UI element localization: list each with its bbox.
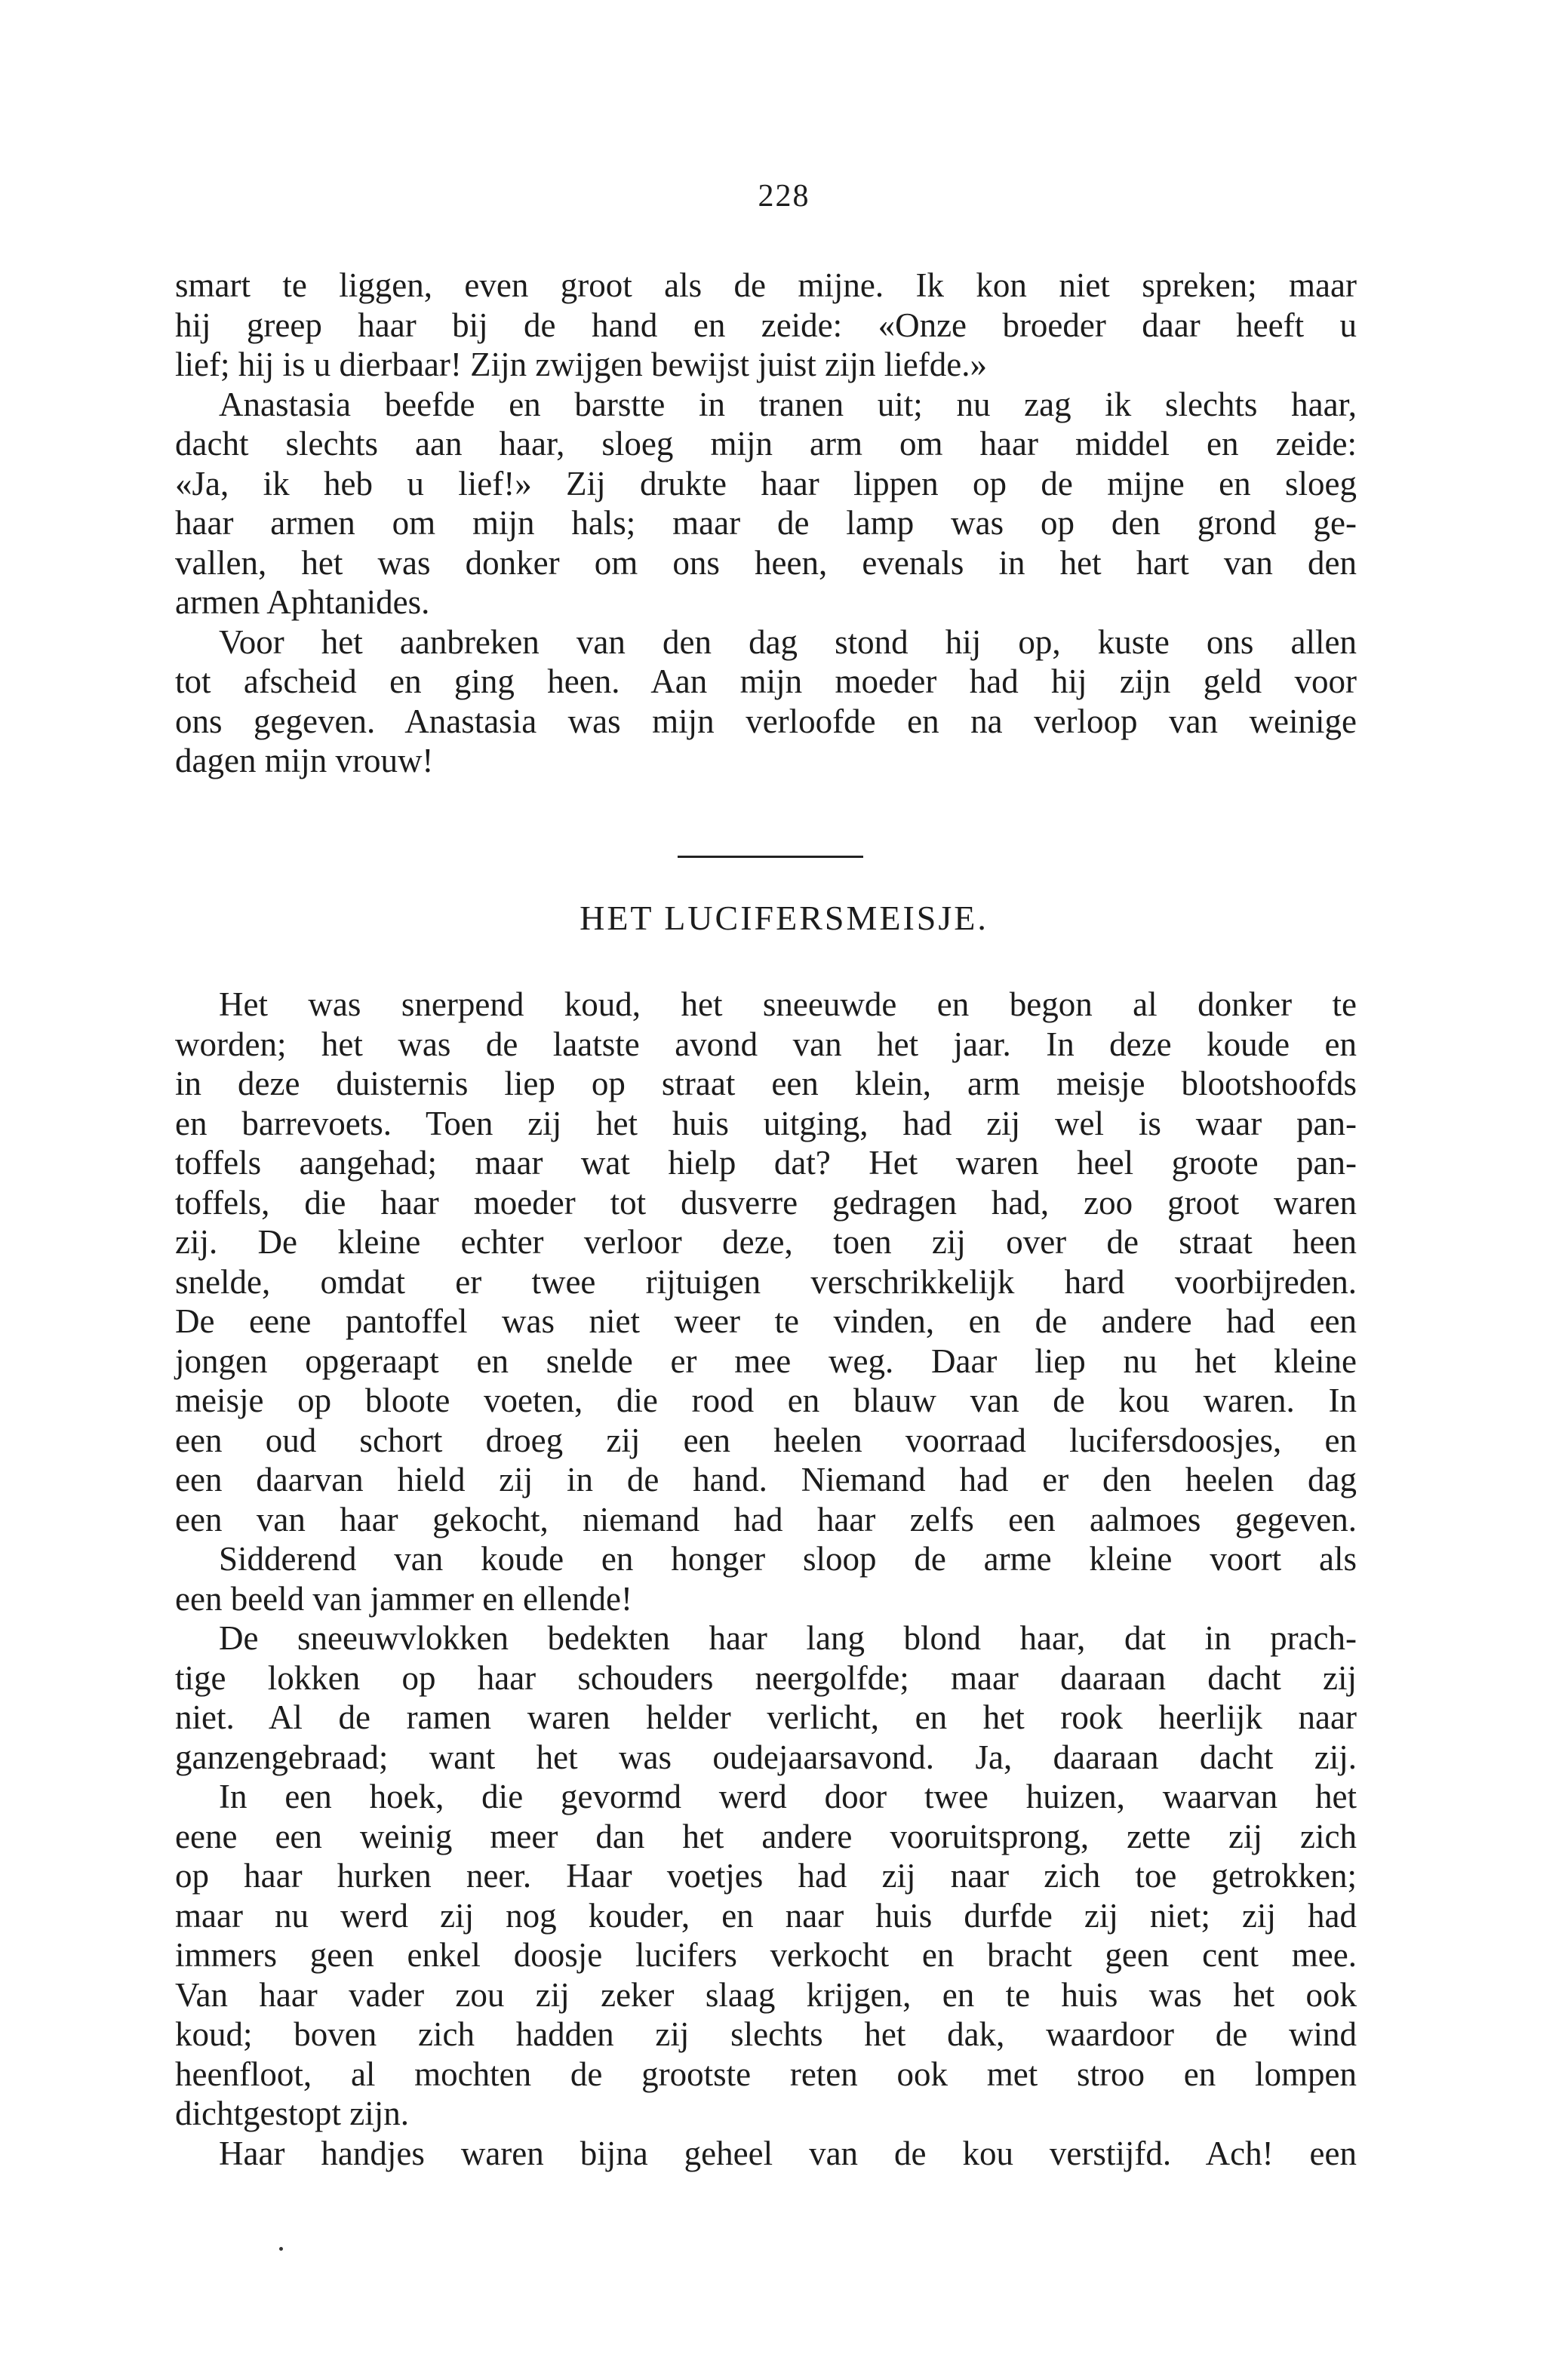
text-line: een beeld van jammer en ellende! xyxy=(175,1579,632,1618)
text-line: worden; het was de laatste avond van het jaar. In deze koude en xyxy=(175,1025,1357,1063)
text-line: toffels aangehad; maar wat hielp dat? Het waren heel groote pan- xyxy=(175,1144,1357,1182)
text-line: dagen mijn vrouw! xyxy=(175,742,434,779)
text-line: tige lokken op haar schouders neergolfde; maar daaraan dacht zij xyxy=(175,1658,1357,1697)
text-line: meisje op bloote voeten, die rood en blauw van de kou waren. In xyxy=(175,1382,1357,1419)
previous-story-ending xyxy=(175,266,1357,781)
text-line: dacht slechts aan haar, sloeg mijn arm om haar middel en zeide: xyxy=(175,425,1357,463)
text-line: Haar handjes waren bijna geheel van de kou verstijfd. Ach! een xyxy=(219,2134,1357,2172)
text-line: maar nu werd zij nog kouder, en naar huis durfde zij niet; zij had xyxy=(175,1896,1357,1935)
text-line: haar armen om mijn hals; maar de lamp was op den grond ge- xyxy=(175,504,1357,542)
text-line: op haar hurken neer. Haar voetjes had zij naar zich toe getrokken; xyxy=(175,1857,1357,1895)
section-divider xyxy=(678,856,863,858)
text-line: zij. De kleine echter verloor deze, toen zij over de straat heen xyxy=(175,1223,1357,1261)
text-line: tot afscheid en ging heen. Aan mijn moeder had hij zijn geld voor xyxy=(175,662,1357,700)
text-line: hij greep haar bij de hand en zeide: «Onze broeder daar heeft u xyxy=(175,306,1357,344)
text-line: een oud schort droeg zij een heelen voorraad lucifersdoosjes, en xyxy=(175,1421,1357,1459)
text-line: De eene pantoffel was niet weer te vinden, en de andere had een xyxy=(175,1302,1357,1340)
text-line: armen Aphtanides. xyxy=(175,583,430,621)
text-line: ganzengebraad; want het was oudejaarsavond. Ja, daaraan dacht zij. xyxy=(175,1738,1357,1776)
text-line: jongen opgeraapt en snelde er mee weg. Daar liep nu het kleine xyxy=(175,1342,1357,1380)
text-line: en barrevoets. Toen zij het huis uitging, had zij wel is waar pan- xyxy=(175,1104,1357,1142)
story-body xyxy=(175,985,1357,2173)
text-line: Anastasia beefde en barstte in tranen uit; nu zag ik slechts haar, xyxy=(219,385,1357,423)
text-line: «Ja, ik heb u lief!» Zij drukte haar lippen op de mijne en sloeg xyxy=(175,464,1357,503)
ink-speck xyxy=(279,2247,283,2251)
text-line: heenfloot, al mochten de grootste reten ook met stroo en lompen xyxy=(175,2055,1357,2093)
text-line: in deze duisternis liep op straat een klein, arm meisje blootshoofds xyxy=(175,1065,1357,1102)
text-line: immers geen enkel doosje lucifers verkocht en bracht geen cent mee. xyxy=(175,1936,1357,1974)
page-number: 228 xyxy=(758,179,810,214)
text-line: een daarvan hield zij in de hand. Niemand had er den heelen dag xyxy=(175,1461,1357,1498)
text-line: koud; boven zich hadden zij slechts het dak, waardoor de wind xyxy=(175,2015,1357,2053)
text-line: Sidderend van koude en honger sloop de arme kleine voort als xyxy=(219,1540,1357,1578)
text-line: ons gegeven. Anastasia was mijn verloofde en na verloop van weinige xyxy=(175,702,1357,740)
text-line: snelde, omdat er twee rijtuigen verschrikkelijk hard voorbijreden. xyxy=(175,1262,1357,1301)
text-line: lief; hij is u dierbaar! Zijn zwijgen bewijst juist zijn liefde.» xyxy=(175,346,987,383)
text-line: dichtgestopt zijn. xyxy=(175,2095,409,2132)
text-line: toffels, die haar moeder tot dusverre gedragen had, zoo groot waren xyxy=(175,1183,1357,1222)
text-line: smart te liggen, even groot als de mijne. Ik kon niet spreken; maar xyxy=(175,266,1357,304)
text-line: In een hoek, die gevormd werd door twee huizen, waarvan het xyxy=(219,1778,1357,1815)
text-line: een van haar gekocht, niemand had haar zelfs een aalmoes gegeven. xyxy=(175,1500,1357,1538)
text-line: De sneeuwvlokken bedekten haar lang blond haar, dat in prach- xyxy=(219,1619,1357,1657)
text-line: Van haar vader zou zij zeker slaag krijgen, en te huis was het ook xyxy=(175,1975,1357,2014)
text-line: vallen, het was donker om ons heen, evenals in het hart van den xyxy=(175,543,1357,582)
text-line: niet. Al de ramen waren helder verlicht, en het rook heerlijk naar xyxy=(175,1698,1357,1736)
text-line: eene een weinig meer dan het andere vooruitsprong, zette zij zich xyxy=(175,1817,1357,1855)
section-title: HET LUCIFERSMEISJE. xyxy=(580,899,988,937)
text-line: Het was snerpend koud, het sneeuwde en begon al donker te xyxy=(219,985,1357,1023)
text-line: Voor het aanbreken van den dag stond hij op, kuste ons allen xyxy=(219,622,1357,661)
